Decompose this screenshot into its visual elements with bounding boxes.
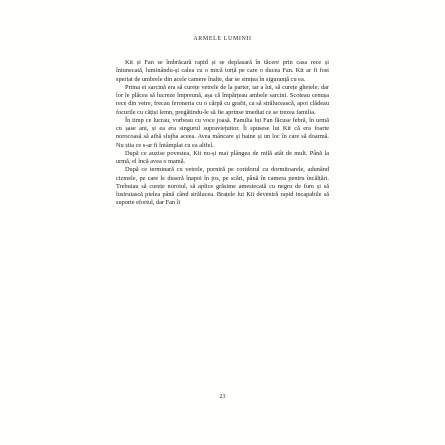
running-head: ARMELE LUMINII [193,36,252,42]
paragraph: În timp ce lucrau, vorbeau cu voce joasă. Familia lui Fan făcuse febră, în urmă cu șase ani, și ea era singurul supraviețuitor. Îi spusese lui Kit că era foarte norocoasă să aibă slujba aceea. Avea mâncare și haine și un loc în care să doarmă. Nu știa ce s-ar fi întâmplat cu ea altfel. [116,116,329,149]
page-number: 23 [219,394,226,400]
paragraph: După ce auzise povestea, Kit nu-și mai plângea de milă atât de mult. Până la urmă, el încă avea o mamă. [116,149,329,165]
paragraph: Prima ei sarcină era să curețe vetrele de la parter, iar a lui, să curețe ghetele; dar lor le plăcea să lucreze împreună, așa că împărțeau ambele sarcini. Scoteau cenușa rece din vetre, frecau feroneria cu o cârpă cu grafit, ca să strălucească, apoi clădeau focurile cu cățiși lemn, pregătindu-le să fie aprinse imediat ce se trezea familia. [116,83,329,116]
paragraph: După ce terminară cu vetrele, porniră pe coridorul cu dormitoarele, adunând cizmele, pe care le duseră înapoi în jos, pe scări, până în camera pentru încălțări. Trebuiau să curețe noroiul, să aplice grăsime amestecată cu negru de fum și să lustruiască pielea până când străluceа. Brațele lui Kit deveniră rapid incapabile să suporte efortul, dar Fan îi [116,166,329,207]
body-text [116,59,329,208]
paragraph: Kit și Fan se îmbrăcară rapid și se deplasară în tăcere prin casa rece și întunecată, luminându-și calea cu o mică torță pe care o ducea Fan. Kit ar fi fost speriat de umbrele din acele camere înalte, dar se simțea în siguranță cu ea. [116,59,329,83]
